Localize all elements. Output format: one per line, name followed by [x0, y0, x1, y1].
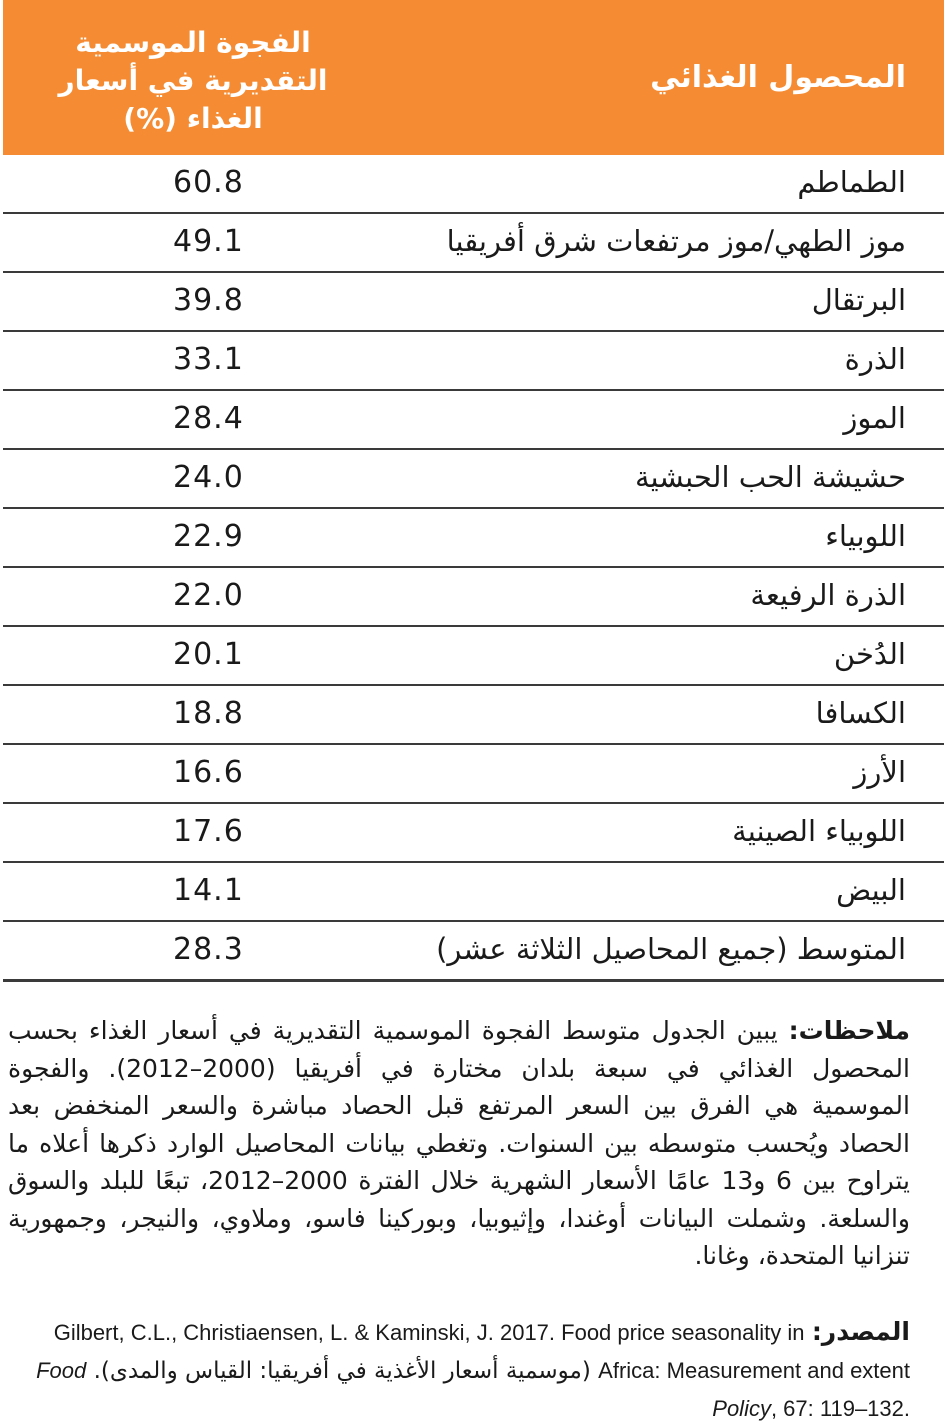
- row-product: اللوبياء الصينية: [732, 814, 906, 848]
- row-product: المتوسط (جميع المحاصيل الثلاثة عشر): [436, 932, 906, 966]
- header-gap-line-2: التقديرية في أسعار: [58, 64, 328, 97]
- row-value: 20.1: [173, 637, 244, 672]
- row-product: الأرز: [853, 755, 906, 789]
- header-gap-line-1: الفجوة الموسمية: [75, 26, 311, 59]
- row-value: 60.8: [173, 165, 244, 200]
- row-product: حشيشة الحب الحبشية: [634, 460, 906, 494]
- row-value: 17.6: [173, 814, 244, 849]
- row-product: الكسافا: [815, 696, 906, 730]
- source: [18, 1313, 910, 1428]
- row-product: اللوبياء: [825, 519, 906, 553]
- row-value: 22.9: [173, 519, 244, 554]
- row-value: 18.8: [173, 696, 244, 731]
- table-body: [3, 155, 944, 982]
- row-value: 28.4: [173, 401, 244, 436]
- table-row: [3, 568, 944, 627]
- row-product: الطماطم: [797, 165, 906, 199]
- table-row: [3, 332, 944, 391]
- table-row: [3, 509, 944, 568]
- row-value: 16.6: [173, 755, 244, 790]
- table-row: [3, 155, 944, 214]
- row-value: 14.1: [173, 873, 244, 908]
- table-row: [3, 686, 944, 745]
- header-product: المحصول الغذائي: [650, 60, 906, 95]
- table-row: [3, 450, 944, 509]
- row-product: الذرة: [844, 342, 906, 376]
- row-product: البيض: [836, 873, 906, 907]
- table-row: [3, 745, 944, 804]
- source-citation: Gilbert, C.L., Christiaensen, L. & Kaminski, J. 2017. Food price seasonality in Africa: Measurement and extent: [53, 1320, 910, 1383]
- table-row: [3, 391, 944, 450]
- table-row: [3, 804, 944, 863]
- table-row: [3, 273, 944, 332]
- source-journal: Food Policy: [36, 1358, 771, 1421]
- row-product: الموز: [843, 401, 906, 435]
- row-product: الذرة الرفيعة: [750, 578, 906, 612]
- price-gap-table: [3, 0, 944, 982]
- row-product: الدُخن: [833, 637, 906, 671]
- table-row: [3, 863, 944, 922]
- row-value: 22.0: [173, 578, 244, 613]
- row-product: موز الطهي/موز مرتفعات شرق أفريقيا: [446, 224, 906, 258]
- row-value: 28.3: [173, 932, 244, 967]
- row-value: 39.8: [173, 283, 244, 318]
- table-row: [3, 214, 944, 273]
- source-title-ar: (موسمية أسعار الأغذية في أفريقيا: القياس والمدى).: [93, 1358, 591, 1384]
- table-row: [3, 922, 944, 982]
- notes-label: ملاحظات:: [788, 1016, 910, 1045]
- source-pages: , 67: 119–132.: [770, 1396, 910, 1421]
- row-value: 33.1: [173, 342, 244, 377]
- notes: [8, 1012, 910, 1275]
- row-product: البرتقال: [811, 283, 906, 317]
- row-value: 24.0: [173, 460, 244, 495]
- row-value: 49.1: [173, 224, 244, 259]
- source-label: المصدر:: [811, 1317, 910, 1346]
- table-header: [3, 0, 944, 155]
- notes-text: يبين الجدول متوسط الفجوة الموسمية التقديرية في أسعار الغذاء بحسب المحصول الغذائي في سبعة بلدان مختارة في أفريقيا (2000–2012). والفجوة الموسمية هي الفرق بين السعر المرتفع قبل الحصاد مباشرة والسعر المنخفض بعد الحصاد ويُحسب متوسطه بين السنوات. وتغطي بيانات المحاصيل الوارد ذكرها أعلاه ما يتراوح بين 6 و13 عامًا الأسعار الشهرية خلال الفترة 2000–2012، تبعًا للبلد والسوق والسلعة. وشملت البيانات أوغندا، وإثيوبيا، وبوركينا فاسو، وملاوي، والنيجر، وجمهورية تنزانيا المتحدة، وغانا.: [8, 1016, 910, 1270]
- header-seasonal-gap: [43, 24, 343, 138]
- header-gap-line-3: الغذاء (%): [123, 102, 263, 135]
- table-row: [3, 627, 944, 686]
